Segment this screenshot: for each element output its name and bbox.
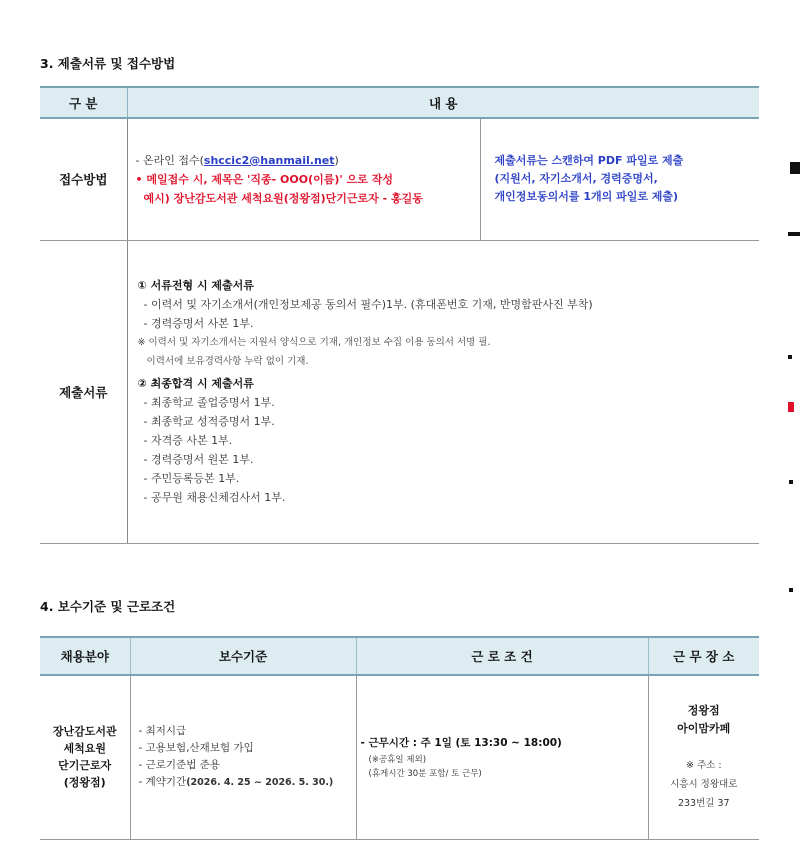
edge-mark	[788, 355, 792, 359]
pay-line: - 최저시급	[138, 725, 187, 738]
documents-content	[127, 240, 759, 543]
edge-mark	[788, 232, 800, 236]
contract-period	[139, 774, 356, 791]
list-item: - 경력증명서 원본 1부.	[143, 453, 254, 466]
email-subject-example: 예시) 장난감도서관 세척요원(정왕점)단기근로자 - 홍길동	[143, 191, 423, 205]
header-category: 구 분	[40, 87, 127, 118]
field-line: 세척요원	[63, 742, 106, 756]
list-item: - 주민등록등본 1부.	[143, 472, 240, 485]
pay-table-row	[40, 675, 759, 839]
documents-label: 제출서류	[40, 240, 127, 543]
header-place: 근 무 장 소	[648, 637, 759, 675]
address-line: ※ 주소 :	[685, 759, 722, 771]
field-cell	[40, 675, 130, 839]
list-item: - 경력증명서 사본 1부.	[143, 317, 254, 330]
conditions-cell	[356, 675, 648, 839]
edge-mark	[789, 480, 793, 484]
list-item: - 이력서 및 자기소개서(개인정보제공 동의서 필수)1부. (휴대폰번호 기재, 반명함판사진 부착)	[143, 298, 593, 311]
header-field: 채용분야	[40, 637, 130, 675]
note-line: 이력서에 보유경력사항 누락 없이 기재.	[137, 356, 309, 367]
documents-row	[40, 240, 759, 543]
pay-table-header	[40, 637, 759, 675]
apply-method-row	[40, 118, 759, 240]
list-item: - 최종학교 졸업증명서 1부.	[143, 396, 275, 409]
online-apply-suffix: )	[334, 153, 339, 167]
final-stage-title: ② 최종합격 시 제출서류	[137, 377, 254, 390]
contract-period-label: - 계약기간	[138, 776, 187, 789]
header-pay: 보수기준	[130, 637, 356, 675]
first-stage-title: ① 서류전형 시 제출서류	[137, 279, 254, 292]
pdf-note-line: (지원서, 자기소개서, 경력증명서,	[494, 172, 658, 186]
work-hours-note: (휴게시간 30분 포함/ 토 근무)	[368, 768, 482, 779]
field-line: 장난감도서관	[52, 725, 117, 739]
note-line: ※ 이력서 및 자기소개서는 지원서 양식으로 기재, 개인정보 수집 이용 동의서 서명 필.	[137, 337, 491, 348]
pdf-note	[480, 118, 759, 240]
edge-mark	[789, 588, 793, 592]
edge-mark	[790, 162, 800, 174]
list-item: - 최종학교 성적증명서 1부.	[143, 415, 275, 428]
submission-table-header	[40, 87, 759, 118]
pay-line: - 근로기준법 준용	[138, 759, 220, 772]
edge-mark	[788, 402, 794, 412]
online-apply-line	[136, 151, 472, 170]
place-cell	[648, 675, 759, 839]
pay-cell	[130, 675, 356, 839]
work-hours: - 근무시간 : 주 1일 (토 13:30 ~ 18:00)	[360, 736, 562, 749]
pdf-note-line: 개인정보동의서를 1개의 파일로 제출)	[494, 190, 679, 204]
email-link[interactable]: shccic2@hanmail.net	[203, 153, 335, 167]
address-line: 233번길 37	[677, 797, 730, 809]
address-line: 시흥시 정왕대로	[670, 778, 738, 790]
section3-title: 3. 제출서류 및 접수방법	[40, 56, 176, 71]
pay-conditions-table	[40, 636, 759, 840]
pay-line: - 고용보험,산재보험 가입	[138, 742, 254, 755]
contract-period-value: (2026. 4. 25 ~ 2026. 5. 30.)	[186, 777, 334, 789]
submission-table	[40, 86, 759, 544]
apply-method-label: 접수방법	[40, 118, 127, 240]
header-conditions: 근 로 조 건	[356, 637, 648, 675]
work-hours-note: (※공휴일 제외)	[368, 754, 427, 765]
online-apply-prefix: - 온라인 접수(	[135, 153, 204, 167]
field-line: (정왕점)	[63, 776, 106, 790]
place-name: 정왕점	[687, 703, 720, 717]
place-name: 아이맘카페	[677, 721, 731, 735]
email-subject-rule: • 메일접수 시, 제목은 '직종- OOO(이름)' 으로 작성	[135, 172, 393, 186]
list-item: - 자격증 사본 1부.	[143, 434, 233, 447]
pdf-note-line: 제출서류는 스캔하여 PDF 파일로 제출	[494, 154, 684, 168]
header-content: 내 용	[127, 87, 759, 118]
field-line: 단기근로자	[58, 759, 112, 773]
apply-method-content	[127, 118, 480, 240]
cropped-text-line	[220, 848, 600, 857]
section4-title: 4. 보수기준 및 근로조건	[40, 599, 176, 614]
list-item: - 공무원 채용신체검사서 1부.	[143, 491, 286, 504]
